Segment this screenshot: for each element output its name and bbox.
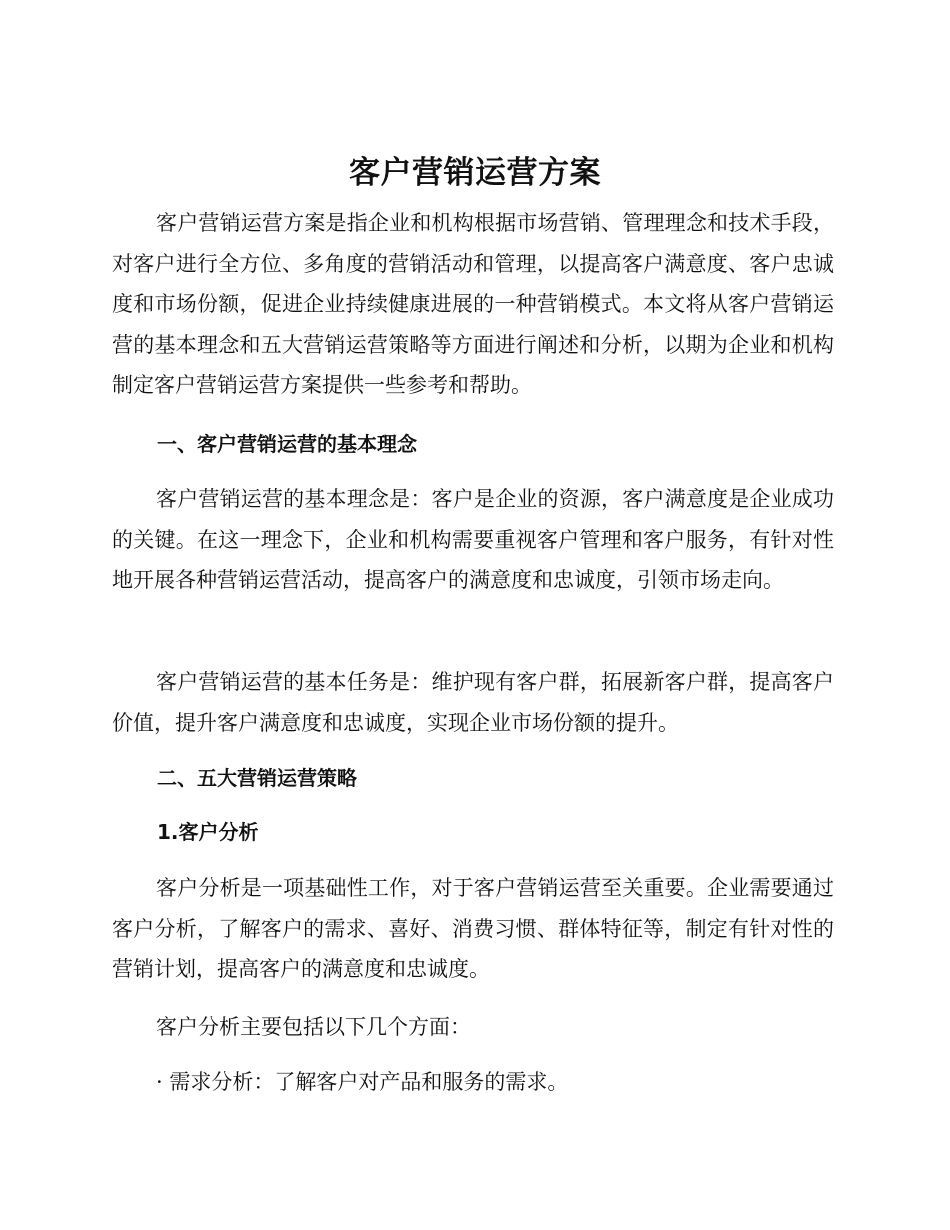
subsection1-paragraph-2: 客户分析主要包括以下几个方面： <box>156 1015 471 1039</box>
section1-paragraph-1: 客户营销运营的基本理念是：客户是企业的资源，客户满意度是企业成功的关键。在这一理念下，企业和机构需要重视客户管理和客户服务，有针对性地开展各种营销运营活动，提高客户的满意度和忠诚度，引领市场走向。 <box>112 487 834 593</box>
document-title: 客户营销运营方案 <box>349 155 601 191</box>
section1-paragraph-2: 客户营销运营的基本任务是：维护现有客户群，拓展新客户群，提高客户价值，提升客户满意度和忠诚度，实现企业市场份额的提升。 <box>112 670 834 735</box>
intro-paragraph: 客户营销运营方案是指企业和机构根据市场营销、管理理念和技术手段，对客户进行全方位、多角度的营销活动和管理，以提高客户满意度、客户忠诚度和市场份额，促进企业持续健康进展的一种营销模式。本文将从客户营销运营的基本理念和五大营销运营策略等方面进行阐述和分析，以期为企业和机构制定客户营销运营方案提供一些参考和帮助。 <box>112 211 834 398</box>
subsection1-paragraph-1: 客户分析是一项基础性工作，对于客户营销运营至关重要。企业需要通过客户分析，了解客户的需求、喜好、消费习惯、群体特征等，制定有针对性的营销计划，提高客户的满意度和忠诚度。 <box>112 876 834 982</box>
subsection-heading-1: 1.客户分析 <box>157 820 259 844</box>
bullet-item-demand-analysis: · 需求分析：了解客户对产品和服务的需求。 <box>156 1070 569 1094</box>
section-heading-1: 一、客户营销运营的基本理念 <box>157 432 417 456</box>
section-heading-2: 二、五大营销运营策略 <box>157 766 357 790</box>
